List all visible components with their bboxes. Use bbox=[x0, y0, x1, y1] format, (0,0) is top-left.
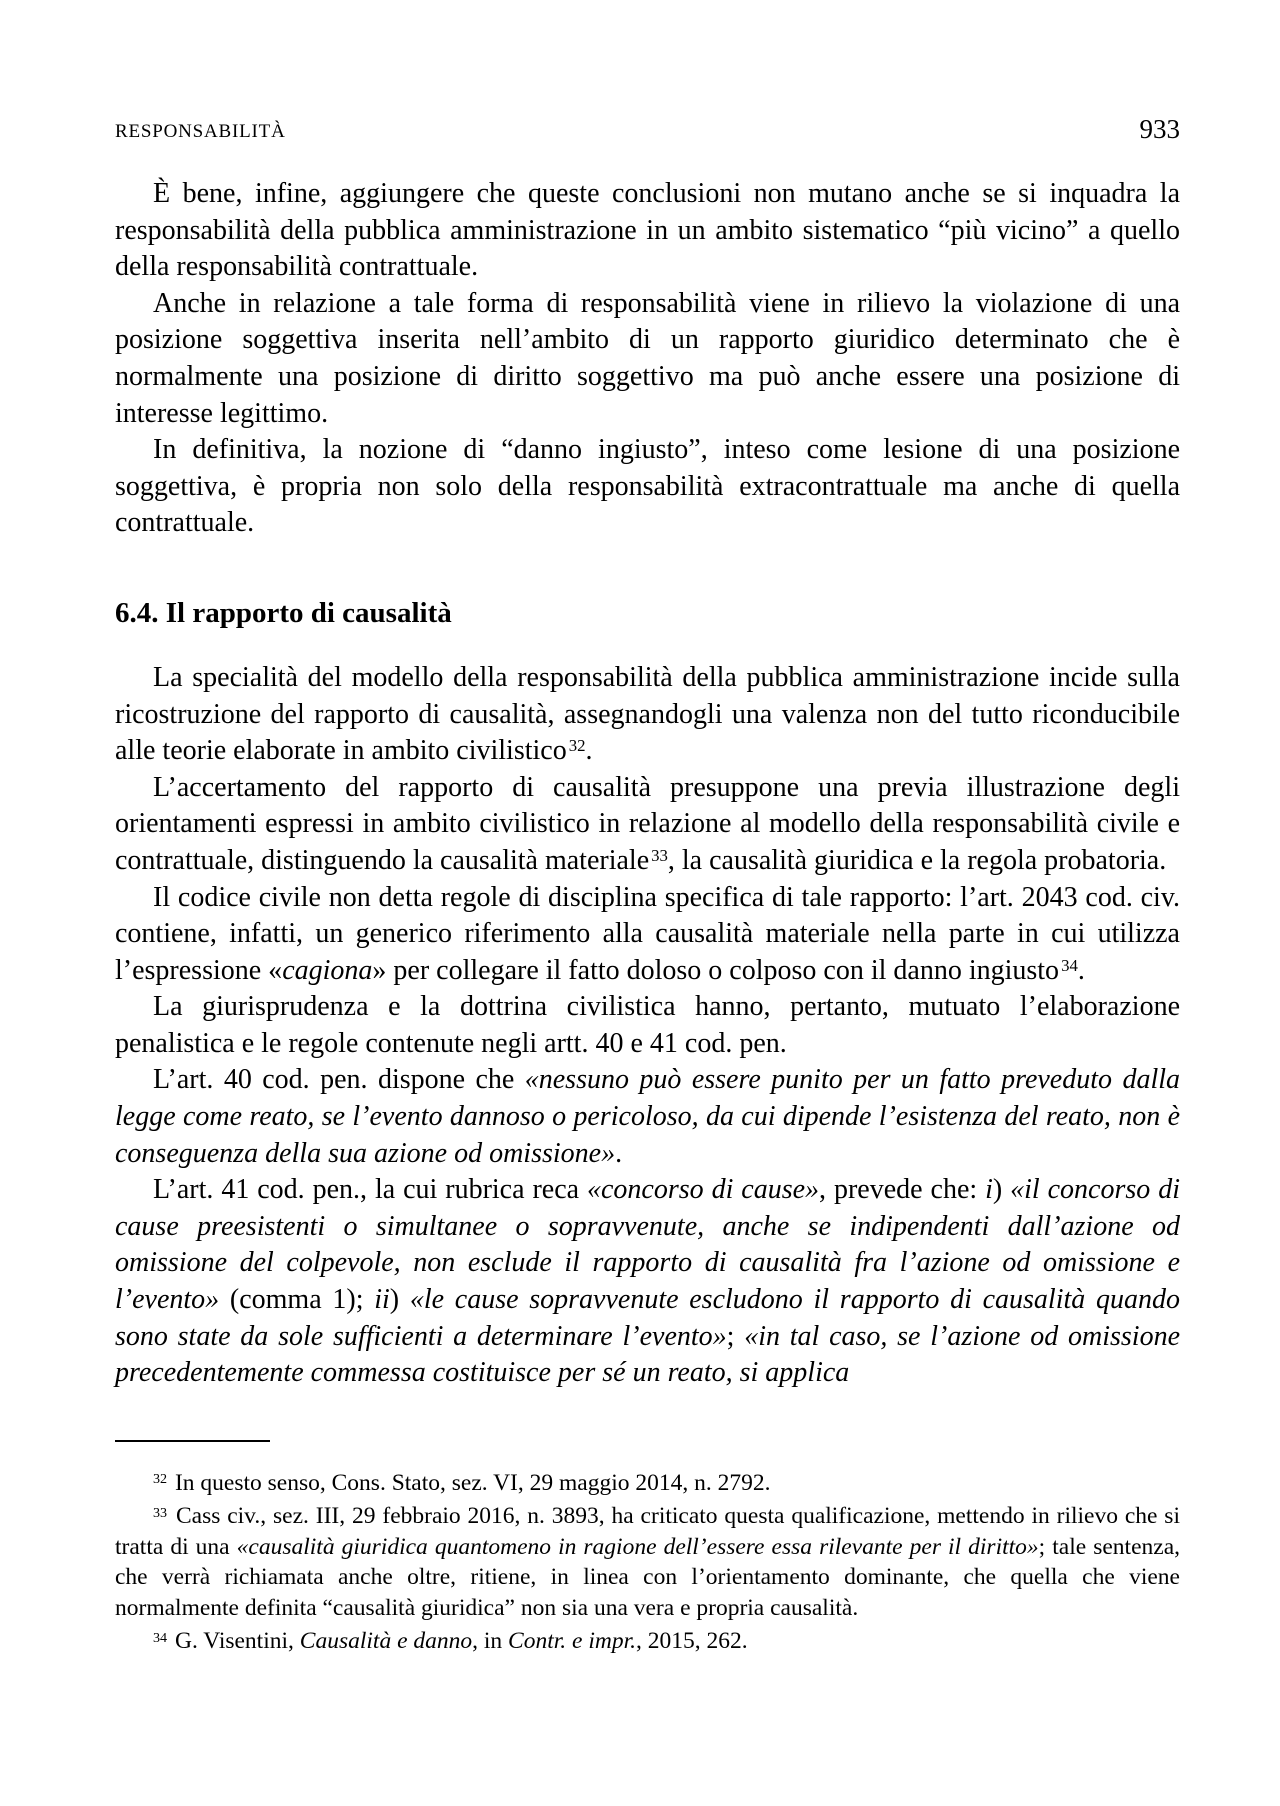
body-paragraph: L’art. 41 cod. pen., la cui rubrica reca «concorso di cause», prevede che: i) «il concorso di cause preesistenti o simultanee o sopravvenute, anche se indipendenti dall’azione od omissione del colpevole, non esclude il rapporto di causalità fra l’azione od omissione e l’evento» (comma 1); ii) «le cause sopravvenute escludono il rapporto di causalità quando sono state da sole sufficienti a determinare l’evento»; «in tal caso, se l’azione od omissione precedentemente commessa costituisce per sé un reato, si applica bbox=[115, 1174, 1180, 1389]
body-paragraph: La giurisprudenza e la dottrina civilistica hanno, pertanto, mutuato l’elaborazione penalistica e le regole contenute negli artt. 40 e 41 cod. pen. bbox=[115, 991, 1180, 1059]
page-number: 933 bbox=[1139, 114, 1180, 144]
body-paragraph: La specialità del modello della responsabilità della pubblica amministrazione incide sulla ricostruzione del rapporto di causalità, assegnandogli una valenza non del tutto riconducibile alle teorie elaborate in ambito civilistico $^{32}$. bbox=[115, 661, 1180, 767]
footnote-separator bbox=[115, 1440, 270, 1442]
body-paragraph: In definitiva, la nozione di “danno ingiusto”, inteso come lesione di una posizione soggettiva, è propria non solo della responsabilità extracontrattuale ma anche di quella contrattuale. bbox=[115, 434, 1180, 539]
footnote-text: Cass civ., sez. III, 29 febbraio 2016, n. 3893, ha criticato questa qualificazione, mettendo in rilievo che si tratta di una «causalità giuridica quantomeno in ragione dell’essere essa rilevante per il diritto»; tale sentenza, che verrà richiamata anche oltre, ritiene, in linea con l’orientamento dominante, che quella che viene normalmente definita “causalità giuridica” non sia una vera e propria causalità. bbox=[115, 1503, 1181, 1621]
footnote-text: In questo senso, Cons. Stato, sez. VI, 29 maggio 2014, n. 2792. bbox=[169, 1469, 771, 1496]
footnote-text: G. Visentini, Causalità e danno, in Contr. e impr., 2015, 262. bbox=[169, 1628, 748, 1655]
footnote bbox=[115, 1626, 1180, 1657]
footnote-marker: 33 bbox=[153, 1504, 168, 1521]
footnote bbox=[115, 1468, 1180, 1499]
body-paragraph: L’accertamento del rapporto di causalità presuppone una previa illustrazione degli orientamenti espressi in ambito civilistico in relazione al modello della responsabilità civile e contrattuale, distinguendo la causalità materiale $^{33}$, la causalità giuridica e la regola probatoria. bbox=[115, 771, 1180, 876]
footnotes-block bbox=[115, 1468, 1180, 1657]
footnote-marker: 34 bbox=[153, 1629, 168, 1646]
section-heading: 6.4. Il rapporto di causalità bbox=[115, 596, 452, 629]
body-paragraph: Il codice civile non detta regole di disciplina specifica di tale rapporto: l’art. 2043 cod. civ. contiene, infatti, un generico riferimento alla causalità materiale nella parte in cui utilizza l’espressione «cagiona» per collegare il fatto doloso o colposo con il danno ingiusto $^{34}$. bbox=[115, 881, 1180, 986]
footnote-marker: 32 bbox=[153, 1471, 168, 1488]
body-paragraph: È bene, infine, aggiungere che queste conclusioni non mutano anche se si inquadra la responsabilità della pubblica amministrazione in un ambito sistematico “più vicino” a quello della responsabilità contrattuale. bbox=[115, 178, 1180, 283]
footnote bbox=[115, 1501, 1180, 1623]
running-title: RESPONSABILITÀ bbox=[115, 121, 286, 142]
page-body bbox=[115, 176, 1180, 1660]
body-paragraph: L’art. 40 cod. pen. dispone che «nessuno può essere punito per un fatto preveduto dalla legge come reato, se l’evento dannoso o pericoloso, da cui dipende l’esistenza del reato, non è conseguenza della sua azione od omissione». bbox=[115, 1064, 1180, 1169]
body-paragraph: Anche in relazione a tale forma di responsabilità viene in rilievo la violazione di una posizione soggettiva inserita nell’ambito di un rapporto giuridico determinato che è normalmente una posizione di diritto soggettivo ma può anche essere una posizione di interesse legittimo. bbox=[115, 287, 1180, 429]
